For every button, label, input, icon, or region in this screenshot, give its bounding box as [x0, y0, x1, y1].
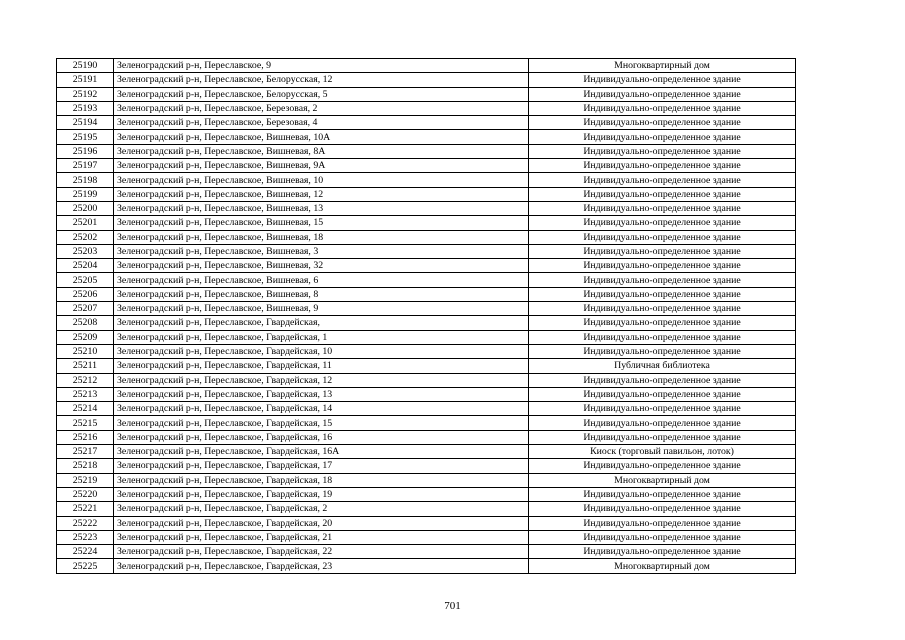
row-id-cell: 25224: [57, 545, 114, 559]
table-row: [57, 530, 796, 544]
row-id-cell: 25199: [57, 187, 114, 201]
row-id-cell: 25196: [57, 144, 114, 158]
row-building-type-cell: Публичная библиотека: [529, 359, 796, 373]
row-id-cell: 25214: [57, 402, 114, 416]
row-building-type-cell: Индивидуально-определенное здание: [529, 502, 796, 516]
row-building-type-cell: Индивидуально-определенное здание: [529, 216, 796, 230]
page-number: 701: [444, 600, 461, 612]
row-building-type-cell: Индивидуально-определенное здание: [529, 230, 796, 244]
row-building-type-cell: Индивидуально-определенное здание: [529, 516, 796, 530]
table-row: [57, 402, 796, 416]
row-building-type-cell: Индивидуально-определенное здание: [529, 487, 796, 501]
row-id-cell: 25220: [57, 487, 114, 501]
table-row: [57, 373, 796, 387]
row-id-cell: 25212: [57, 373, 114, 387]
table-row: [57, 159, 796, 173]
row-address-cell: Зеленоградский р-н, Переславское, Вишневая, 6: [114, 273, 529, 287]
table-row: [57, 445, 796, 459]
row-id-cell: 25217: [57, 445, 114, 459]
row-address-cell: Зеленоградский р-н, Переславское, Гвардейская, 23: [114, 559, 529, 573]
table-row: [57, 216, 796, 230]
registry-table: [56, 58, 796, 574]
row-address-cell: Зеленоградский р-н, Переславское, Гвардейская, 2: [114, 502, 529, 516]
table-row: [57, 330, 796, 344]
row-address-cell: Зеленоградский р-н, Переславское, Березовая, 2: [114, 101, 529, 115]
row-id-cell: 25210: [57, 344, 114, 358]
row-id-cell: 25190: [57, 59, 114, 73]
row-id-cell: 25218: [57, 459, 114, 473]
row-building-type-cell: Многоквартирный дом: [529, 59, 796, 73]
row-building-type-cell: Индивидуально-определенное здание: [529, 101, 796, 115]
table-row: [57, 87, 796, 101]
table-row: [57, 244, 796, 258]
row-id-cell: 25204: [57, 259, 114, 273]
row-address-cell: Зеленоградский р-н, Переславское, Вишневая, 10А: [114, 130, 529, 144]
row-address-cell: Зеленоградский р-н, Переславское, Гвардейская,: [114, 316, 529, 330]
row-id-cell: 25208: [57, 316, 114, 330]
table-row: [57, 201, 796, 215]
row-building-type-cell: Киоск (торговый павильон, лоток): [529, 445, 796, 459]
row-id-cell: 25195: [57, 130, 114, 144]
row-building-type-cell: Индивидуально-определенное здание: [529, 373, 796, 387]
row-address-cell: Зеленоградский р-н, Переславское, Гвардейская, 18: [114, 473, 529, 487]
row-address-cell: Зеленоградский р-н, Переславское, Белорусская, 12: [114, 73, 529, 87]
row-address-cell: Зеленоградский р-н, Переславское, Вишневая, 15: [114, 216, 529, 230]
row-building-type-cell: Индивидуально-определенное здание: [529, 416, 796, 430]
row-address-cell: Зеленоградский р-н, Переславское, Гвардейская, 1: [114, 330, 529, 344]
table-row: [57, 116, 796, 130]
table-row: [57, 359, 796, 373]
row-address-cell: Зеленоградский р-н, Переславское, Вишневая, 9: [114, 302, 529, 316]
row-id-cell: 25192: [57, 87, 114, 101]
row-building-type-cell: Индивидуально-определенное здание: [529, 273, 796, 287]
row-id-cell: 25213: [57, 387, 114, 401]
table-row: [57, 545, 796, 559]
row-id-cell: 25200: [57, 201, 114, 215]
row-address-cell: Зеленоградский р-н, Переславское, Гвардейская, 16А: [114, 445, 529, 459]
row-address-cell: Зеленоградский р-н, Переславское, Гвардейская, 19: [114, 487, 529, 501]
row-id-cell: 25202: [57, 230, 114, 244]
row-id-cell: 25206: [57, 287, 114, 301]
table-row: [57, 502, 796, 516]
table-row: [57, 487, 796, 501]
table-row: [57, 316, 796, 330]
table-row: [57, 287, 796, 301]
row-address-cell: Зеленоградский р-н, Переславское, Гвардейская, 20: [114, 516, 529, 530]
row-address-cell: Зеленоградский р-н, Переславское, Гвардейская, 15: [114, 416, 529, 430]
row-building-type-cell: Индивидуально-определенное здание: [529, 387, 796, 401]
row-address-cell: Зеленоградский р-н, Переславское, Гвардейская, 10: [114, 344, 529, 358]
row-id-cell: 25191: [57, 73, 114, 87]
row-address-cell: Зеленоградский р-н, Переславское, Березовая, 4: [114, 116, 529, 130]
row-id-cell: 25219: [57, 473, 114, 487]
row-id-cell: 25222: [57, 516, 114, 530]
row-address-cell: Зеленоградский р-н, Переславское, Вишневая, 18: [114, 230, 529, 244]
row-building-type-cell: Индивидуально-определенное здание: [529, 244, 796, 258]
row-building-type-cell: Индивидуально-определенное здание: [529, 344, 796, 358]
registry-table-body: [57, 59, 796, 574]
row-building-type-cell: Индивидуально-определенное здание: [529, 287, 796, 301]
table-row: [57, 416, 796, 430]
table-row: [57, 344, 796, 358]
row-building-type-cell: Индивидуально-определенное здание: [529, 173, 796, 187]
row-address-cell: Зеленоградский р-н, Переславское, Белорусская, 5: [114, 87, 529, 101]
row-building-type-cell: Индивидуально-определенное здание: [529, 259, 796, 273]
row-id-cell: 25216: [57, 430, 114, 444]
row-id-cell: 25193: [57, 101, 114, 115]
row-id-cell: 25209: [57, 330, 114, 344]
row-building-type-cell: Индивидуально-определенное здание: [529, 87, 796, 101]
row-building-type-cell: Индивидуально-определенное здание: [529, 130, 796, 144]
row-id-cell: 25211: [57, 359, 114, 373]
row-building-type-cell: Индивидуально-определенное здание: [529, 402, 796, 416]
row-id-cell: 25203: [57, 244, 114, 258]
row-address-cell: Зеленоградский р-н, Переславское, Гвардейская, 13: [114, 387, 529, 401]
table-row: [57, 144, 796, 158]
row-building-type-cell: Индивидуально-определенное здание: [529, 201, 796, 215]
row-address-cell: Зеленоградский р-н, Переславское, Гвардейская, 11: [114, 359, 529, 373]
row-building-type-cell: Индивидуально-определенное здание: [529, 330, 796, 344]
row-id-cell: 25194: [57, 116, 114, 130]
row-id-cell: 25197: [57, 159, 114, 173]
row-address-cell: Зеленоградский р-н, Переславское, Вишневая, 9А: [114, 159, 529, 173]
row-address-cell: Зеленоградский р-н, Переславское, Гвардейская, 21: [114, 530, 529, 544]
table-row: [57, 259, 796, 273]
row-building-type-cell: Индивидуально-определенное здание: [529, 159, 796, 173]
row-building-type-cell: Индивидуально-определенное здание: [529, 144, 796, 158]
table-row: [57, 459, 796, 473]
table-row: [57, 173, 796, 187]
table-row: [57, 130, 796, 144]
row-id-cell: 25223: [57, 530, 114, 544]
row-address-cell: Зеленоградский р-н, Переславское, Вишневая, 3: [114, 244, 529, 258]
row-id-cell: 25215: [57, 416, 114, 430]
table-row: [57, 59, 796, 73]
row-address-cell: Зеленоградский р-н, Переславское, Гвардейская, 17: [114, 459, 529, 473]
row-address-cell: Зеленоградский р-н, Переславское, Вишневая, 8: [114, 287, 529, 301]
row-building-type-cell: Индивидуально-определенное здание: [529, 302, 796, 316]
table-row: [57, 187, 796, 201]
row-address-cell: Зеленоградский р-н, Переславское, Вишневая, 13: [114, 201, 529, 215]
row-building-type-cell: Многоквартирный дом: [529, 559, 796, 573]
row-building-type-cell: Индивидуально-определенное здание: [529, 316, 796, 330]
table-row: [57, 73, 796, 87]
row-building-type-cell: Индивидуально-определенное здание: [529, 116, 796, 130]
table-row: [57, 387, 796, 401]
table-row: [57, 559, 796, 573]
table-row: [57, 273, 796, 287]
table-row: [57, 230, 796, 244]
row-address-cell: Зеленоградский р-н, Переславское, Гвардейская, 14: [114, 402, 529, 416]
row-building-type-cell: Индивидуально-определенное здание: [529, 545, 796, 559]
row-id-cell: 25225: [57, 559, 114, 573]
row-address-cell: Зеленоградский р-н, Переславское, Вишневая, 10: [114, 173, 529, 187]
row-address-cell: Зеленоградский р-н, Переславское, Гвардейская, 16: [114, 430, 529, 444]
row-id-cell: 25201: [57, 216, 114, 230]
row-building-type-cell: Индивидуально-определенное здание: [529, 459, 796, 473]
table-row: [57, 473, 796, 487]
row-building-type-cell: Многоквартирный дом: [529, 473, 796, 487]
row-address-cell: Зеленоградский р-н, Переславское, Гвардейская, 12: [114, 373, 529, 387]
table-row: [57, 516, 796, 530]
row-building-type-cell: Индивидуально-определенное здание: [529, 73, 796, 87]
row-id-cell: 25221: [57, 502, 114, 516]
row-address-cell: Зеленоградский р-н, Переславское, Вишневая, 8А: [114, 144, 529, 158]
row-building-type-cell: Индивидуально-определенное здание: [529, 430, 796, 444]
table-row: [57, 101, 796, 115]
row-address-cell: Зеленоградский р-н, Переславское, 9: [114, 59, 529, 73]
row-address-cell: Зеленоградский р-н, Переславское, Вишневая, 32: [114, 259, 529, 273]
row-building-type-cell: Индивидуально-определенное здание: [529, 530, 796, 544]
row-id-cell: 25207: [57, 302, 114, 316]
table-row: [57, 430, 796, 444]
row-id-cell: 25205: [57, 273, 114, 287]
table-row: [57, 302, 796, 316]
row-id-cell: 25198: [57, 173, 114, 187]
row-building-type-cell: Индивидуально-определенное здание: [529, 187, 796, 201]
row-address-cell: Зеленоградский р-н, Переславское, Гвардейская, 22: [114, 545, 529, 559]
row-address-cell: Зеленоградский р-н, Переславское, Вишневая, 12: [114, 187, 529, 201]
